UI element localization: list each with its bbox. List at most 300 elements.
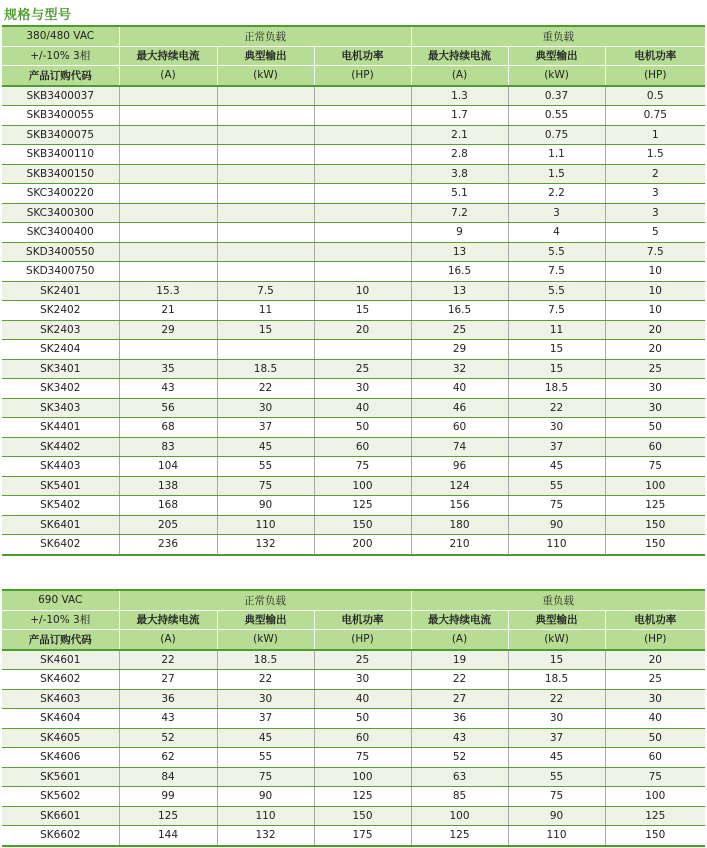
order-code-cell: SK4604 bbox=[2, 709, 119, 729]
normal-output-cell: 55 bbox=[217, 457, 314, 477]
table-row bbox=[2, 86, 705, 106]
heavy-current-cell: 2.1 bbox=[411, 125, 508, 145]
heavy-output-cell: 22 bbox=[508, 398, 605, 418]
heavy-current-cell: 9 bbox=[411, 223, 508, 243]
table-row bbox=[2, 748, 705, 768]
heavy-output-cell: 11 bbox=[508, 320, 605, 340]
table-row bbox=[2, 787, 705, 807]
heavy-current-cell: 1.3 bbox=[411, 86, 508, 106]
order-code-cell: SK6401 bbox=[2, 515, 119, 535]
normal-current-cell bbox=[119, 145, 217, 165]
order-code-cell: SK3401 bbox=[2, 359, 119, 379]
heavy-output-cell: 55 bbox=[508, 476, 605, 496]
normal-power-cell: 50 bbox=[314, 709, 411, 729]
normal-output-cell bbox=[217, 223, 314, 243]
normal-current-cell: 21 bbox=[119, 301, 217, 321]
order-code-cell: SK6602 bbox=[2, 826, 119, 846]
order-code-cell: SKB3400055 bbox=[2, 106, 119, 126]
normal-output-cell bbox=[217, 203, 314, 223]
order-code-header: 产品订购代码 bbox=[2, 66, 119, 86]
normal-current-cell: 236 bbox=[119, 535, 217, 555]
table-row bbox=[2, 301, 705, 321]
order-code-cell: SK3403 bbox=[2, 398, 119, 418]
heavy-power-cell: 10 bbox=[605, 301, 705, 321]
normal-output-header: 典型输出 bbox=[217, 610, 314, 630]
order-code-cell: SKC3400220 bbox=[2, 184, 119, 204]
table-row bbox=[2, 476, 705, 496]
normal-current-cell: 43 bbox=[119, 379, 217, 399]
heavy-current-cell: 5.1 bbox=[411, 184, 508, 204]
order-code-cell: SK4605 bbox=[2, 728, 119, 748]
order-code-cell: SK2401 bbox=[2, 281, 119, 301]
heavy-output-cell: 110 bbox=[508, 535, 605, 555]
table-row bbox=[2, 145, 705, 165]
normal-output-cell: 37 bbox=[217, 418, 314, 438]
normal-output-cell: 132 bbox=[217, 535, 314, 555]
heavy-current-cell: 100 bbox=[411, 806, 508, 826]
normal-power-cell: 25 bbox=[314, 650, 411, 670]
normal-current-cell: 56 bbox=[119, 398, 217, 418]
heavy-output-cell: 5.5 bbox=[508, 242, 605, 262]
normal-output-cell: 18.5 bbox=[217, 359, 314, 379]
order-code-cell: SKC3400400 bbox=[2, 223, 119, 243]
unit-current: (A) bbox=[411, 66, 508, 86]
normal-current-cell bbox=[119, 184, 217, 204]
unit-output: (kW) bbox=[508, 66, 605, 86]
normal-current-cell bbox=[119, 164, 217, 184]
normal-output-cell: 30 bbox=[217, 689, 314, 709]
unit-power: (HP) bbox=[314, 66, 411, 86]
heavy-power-cell: 30 bbox=[605, 379, 705, 399]
heavy-output-cell: 2.2 bbox=[508, 184, 605, 204]
order-code-cell: SK5602 bbox=[2, 787, 119, 807]
normal-current-cell: 104 bbox=[119, 457, 217, 477]
heavy-duty-header: 重负载 bbox=[411, 590, 705, 610]
heavy-power-header: 电机功率 bbox=[605, 610, 705, 630]
heavy-power-cell: 125 bbox=[605, 806, 705, 826]
heavy-current-cell: 125 bbox=[411, 826, 508, 846]
table-row bbox=[2, 281, 705, 301]
heavy-power-cell: 125 bbox=[605, 496, 705, 516]
spec-table-380-480vac bbox=[2, 25, 705, 556]
table-row bbox=[2, 223, 705, 243]
normal-current-cell bbox=[119, 262, 217, 282]
normal-power-cell: 30 bbox=[314, 670, 411, 690]
spec-table-690vac bbox=[2, 589, 705, 847]
heavy-power-cell: 7.5 bbox=[605, 242, 705, 262]
normal-power-cell: 10 bbox=[314, 281, 411, 301]
table-row bbox=[2, 125, 705, 145]
unit-output: (kW) bbox=[508, 630, 605, 650]
normal-current-cell bbox=[119, 86, 217, 106]
heavy-current-header: 最大持续电流 bbox=[411, 610, 508, 630]
heavy-output-cell: 90 bbox=[508, 515, 605, 535]
normal-current-cell bbox=[119, 242, 217, 262]
order-code-cell: SK2403 bbox=[2, 320, 119, 340]
heavy-power-cell: 75 bbox=[605, 457, 705, 477]
normal-power-cell: 125 bbox=[314, 496, 411, 516]
heavy-power-cell: 10 bbox=[605, 281, 705, 301]
heavy-power-cell: 60 bbox=[605, 748, 705, 768]
table-row bbox=[2, 650, 705, 670]
normal-power-cell bbox=[314, 262, 411, 282]
heavy-current-cell: 19 bbox=[411, 650, 508, 670]
heavy-power-cell: 150 bbox=[605, 535, 705, 555]
heavy-output-cell: 15 bbox=[508, 340, 605, 360]
normal-output-cell: 132 bbox=[217, 826, 314, 846]
heavy-current-cell: 22 bbox=[411, 670, 508, 690]
table-row bbox=[2, 689, 705, 709]
heavy-current-cell: 1.7 bbox=[411, 106, 508, 126]
order-code-cell: SK4603 bbox=[2, 689, 119, 709]
order-code-cell: SKB3400075 bbox=[2, 125, 119, 145]
table-row bbox=[2, 535, 705, 555]
table-row bbox=[2, 106, 705, 126]
normal-current-cell: 144 bbox=[119, 826, 217, 846]
order-code-cell: SK4602 bbox=[2, 670, 119, 690]
unit-power: (HP) bbox=[314, 630, 411, 650]
heavy-current-cell: 74 bbox=[411, 437, 508, 457]
normal-power-cell bbox=[314, 184, 411, 204]
heavy-output-cell: 75 bbox=[508, 496, 605, 516]
normal-power-cell bbox=[314, 340, 411, 360]
heavy-current-cell: 16.5 bbox=[411, 301, 508, 321]
table-row bbox=[2, 806, 705, 826]
heavy-current-cell: 13 bbox=[411, 242, 508, 262]
heavy-output-header: 典型输出 bbox=[508, 46, 605, 66]
unit-power: (HP) bbox=[605, 630, 705, 650]
normal-output-cell bbox=[217, 164, 314, 184]
order-code-cell: SKD3400550 bbox=[2, 242, 119, 262]
heavy-power-cell: 10 bbox=[605, 262, 705, 282]
heavy-current-cell: 40 bbox=[411, 379, 508, 399]
order-code-cell: SK5601 bbox=[2, 767, 119, 787]
heavy-output-cell: 22 bbox=[508, 689, 605, 709]
unit-output: (kW) bbox=[217, 66, 314, 86]
heavy-power-cell: 60 bbox=[605, 437, 705, 457]
heavy-current-cell: 60 bbox=[411, 418, 508, 438]
heavy-power-cell: 0.75 bbox=[605, 106, 705, 126]
table-row bbox=[2, 728, 705, 748]
table-row bbox=[2, 203, 705, 223]
table-row bbox=[2, 164, 705, 184]
heavy-current-cell: 27 bbox=[411, 689, 508, 709]
order-code-cell: SKC3400300 bbox=[2, 203, 119, 223]
heavy-power-cell: 150 bbox=[605, 826, 705, 846]
table-row bbox=[2, 242, 705, 262]
heavy-current-cell: 52 bbox=[411, 748, 508, 768]
heavy-output-cell: 18.5 bbox=[508, 379, 605, 399]
phase-label: +/-10% 3相 bbox=[2, 610, 119, 630]
heavy-output-cell: 4 bbox=[508, 223, 605, 243]
heavy-power-cell: 50 bbox=[605, 418, 705, 438]
heavy-output-cell: 18.5 bbox=[508, 670, 605, 690]
unit-current: (A) bbox=[411, 630, 508, 650]
normal-current-cell: 35 bbox=[119, 359, 217, 379]
table-body bbox=[2, 86, 705, 555]
normal-power-header: 电机功率 bbox=[314, 46, 411, 66]
normal-power-cell: 125 bbox=[314, 787, 411, 807]
normal-power-header: 电机功率 bbox=[314, 610, 411, 630]
heavy-output-cell: 75 bbox=[508, 787, 605, 807]
normal-power-cell: 25 bbox=[314, 359, 411, 379]
phase-label: +/-10% 3相 bbox=[2, 46, 119, 66]
normal-output-cell bbox=[217, 262, 314, 282]
heavy-current-cell: 46 bbox=[411, 398, 508, 418]
normal-output-cell: 75 bbox=[217, 767, 314, 787]
normal-output-cell bbox=[217, 184, 314, 204]
table-row bbox=[2, 670, 705, 690]
normal-output-cell: 110 bbox=[217, 515, 314, 535]
normal-current-cell: 83 bbox=[119, 437, 217, 457]
heavy-power-cell: 20 bbox=[605, 320, 705, 340]
normal-output-cell: 11 bbox=[217, 301, 314, 321]
heavy-power-cell: 100 bbox=[605, 476, 705, 496]
heavy-current-cell: 2.8 bbox=[411, 145, 508, 165]
normal-current-cell: 52 bbox=[119, 728, 217, 748]
table-row bbox=[2, 379, 705, 399]
heavy-output-cell: 55 bbox=[508, 767, 605, 787]
normal-current-cell: 29 bbox=[119, 320, 217, 340]
table-row bbox=[2, 826, 705, 846]
order-code-cell: SK5402 bbox=[2, 496, 119, 516]
heavy-power-cell: 100 bbox=[605, 787, 705, 807]
normal-current-cell: 68 bbox=[119, 418, 217, 438]
table-row bbox=[2, 457, 705, 477]
normal-output-cell: 7.5 bbox=[217, 281, 314, 301]
order-code-cell: SK4401 bbox=[2, 418, 119, 438]
table-row bbox=[2, 418, 705, 438]
normal-output-cell: 75 bbox=[217, 476, 314, 496]
heavy-output-cell: 0.75 bbox=[508, 125, 605, 145]
heavy-current-cell: 25 bbox=[411, 320, 508, 340]
normal-current-cell: 99 bbox=[119, 787, 217, 807]
table-row bbox=[2, 320, 705, 340]
heavy-output-cell: 37 bbox=[508, 437, 605, 457]
normal-current-cell: 22 bbox=[119, 650, 217, 670]
heavy-current-cell: 43 bbox=[411, 728, 508, 748]
heavy-current-cell: 96 bbox=[411, 457, 508, 477]
unit-current: (A) bbox=[119, 630, 217, 650]
normal-output-cell bbox=[217, 340, 314, 360]
normal-output-cell: 45 bbox=[217, 728, 314, 748]
normal-output-cell: 30 bbox=[217, 398, 314, 418]
normal-current-cell: 27 bbox=[119, 670, 217, 690]
heavy-output-cell: 7.5 bbox=[508, 262, 605, 282]
order-code-cell: SK3402 bbox=[2, 379, 119, 399]
normal-power-cell: 200 bbox=[314, 535, 411, 555]
heavy-power-cell: 3 bbox=[605, 184, 705, 204]
normal-current-cell bbox=[119, 125, 217, 145]
normal-power-cell bbox=[314, 125, 411, 145]
normal-current-cell bbox=[119, 223, 217, 243]
heavy-current-cell: 29 bbox=[411, 340, 508, 360]
order-code-cell: SK4606 bbox=[2, 748, 119, 768]
heavy-power-cell: 25 bbox=[605, 670, 705, 690]
heavy-current-cell: 32 bbox=[411, 359, 508, 379]
normal-power-cell bbox=[314, 106, 411, 126]
heavy-current-cell: 156 bbox=[411, 496, 508, 516]
heavy-output-cell: 0.55 bbox=[508, 106, 605, 126]
normal-power-cell: 100 bbox=[314, 476, 411, 496]
normal-power-cell: 100 bbox=[314, 767, 411, 787]
heavy-output-cell: 30 bbox=[508, 709, 605, 729]
normal-power-cell: 40 bbox=[314, 398, 411, 418]
heavy-output-cell: 45 bbox=[508, 748, 605, 768]
heavy-output-cell: 90 bbox=[508, 806, 605, 826]
heavy-current-cell: 16.5 bbox=[411, 262, 508, 282]
heavy-current-cell: 124 bbox=[411, 476, 508, 496]
heavy-current-header: 最大持续电流 bbox=[411, 46, 508, 66]
normal-power-cell: 150 bbox=[314, 515, 411, 535]
table-row bbox=[2, 340, 705, 360]
heavy-power-cell: 0.5 bbox=[605, 86, 705, 106]
heavy-current-cell: 7.2 bbox=[411, 203, 508, 223]
normal-output-cell: 110 bbox=[217, 806, 314, 826]
normal-power-cell: 75 bbox=[314, 457, 411, 477]
normal-power-cell bbox=[314, 86, 411, 106]
heavy-power-cell: 1 bbox=[605, 125, 705, 145]
table-row bbox=[2, 437, 705, 457]
heavy-current-cell: 180 bbox=[411, 515, 508, 535]
normal-current-cell: 84 bbox=[119, 767, 217, 787]
unit-power: (HP) bbox=[605, 66, 705, 86]
normal-output-cell bbox=[217, 145, 314, 165]
heavy-power-header: 电机功率 bbox=[605, 46, 705, 66]
heavy-output-cell: 45 bbox=[508, 457, 605, 477]
table-row bbox=[2, 184, 705, 204]
normal-power-cell bbox=[314, 164, 411, 184]
normal-output-cell: 22 bbox=[217, 670, 314, 690]
order-code-cell: SKD3400750 bbox=[2, 262, 119, 282]
normal-power-cell: 60 bbox=[314, 437, 411, 457]
table-body bbox=[2, 650, 705, 846]
normal-current-cell: 205 bbox=[119, 515, 217, 535]
normal-power-cell: 30 bbox=[314, 379, 411, 399]
order-code-cell: SKB3400037 bbox=[2, 86, 119, 106]
heavy-output-header: 典型输出 bbox=[508, 610, 605, 630]
order-code-cell: SK4402 bbox=[2, 437, 119, 457]
normal-power-cell: 75 bbox=[314, 748, 411, 768]
heavy-power-cell: 1.5 bbox=[605, 145, 705, 165]
heavy-power-cell: 30 bbox=[605, 398, 705, 418]
normal-output-cell: 18.5 bbox=[217, 650, 314, 670]
normal-current-cell: 125 bbox=[119, 806, 217, 826]
table-row bbox=[2, 359, 705, 379]
heavy-current-cell: 210 bbox=[411, 535, 508, 555]
unit-output: (kW) bbox=[217, 630, 314, 650]
heavy-output-cell: 37 bbox=[508, 728, 605, 748]
normal-power-cell: 15 bbox=[314, 301, 411, 321]
normal-current-cell: 168 bbox=[119, 496, 217, 516]
normal-power-cell: 175 bbox=[314, 826, 411, 846]
table-row bbox=[2, 767, 705, 787]
normal-current-cell bbox=[119, 106, 217, 126]
normal-current-cell: 36 bbox=[119, 689, 217, 709]
order-code-cell: SK4601 bbox=[2, 650, 119, 670]
normal-power-cell bbox=[314, 223, 411, 243]
table-row bbox=[2, 398, 705, 418]
order-code-cell: SK5401 bbox=[2, 476, 119, 496]
normal-duty-header: 正常负载 bbox=[119, 26, 411, 46]
heavy-power-cell: 40 bbox=[605, 709, 705, 729]
heavy-power-cell: 25 bbox=[605, 359, 705, 379]
normal-output-cell: 55 bbox=[217, 748, 314, 768]
heavy-power-cell: 5 bbox=[605, 223, 705, 243]
heavy-output-cell: 110 bbox=[508, 826, 605, 846]
heavy-output-cell: 0.37 bbox=[508, 86, 605, 106]
order-code-cell: SK2404 bbox=[2, 340, 119, 360]
normal-power-cell: 150 bbox=[314, 806, 411, 826]
heavy-power-cell: 150 bbox=[605, 515, 705, 535]
heavy-power-cell: 75 bbox=[605, 767, 705, 787]
heavy-output-cell: 5.5 bbox=[508, 281, 605, 301]
normal-output-cell bbox=[217, 125, 314, 145]
order-code-cell: SKB3400110 bbox=[2, 145, 119, 165]
normal-output-cell: 37 bbox=[217, 709, 314, 729]
order-code-header: 产品订购代码 bbox=[2, 630, 119, 650]
normal-output-cell bbox=[217, 242, 314, 262]
order-code-cell: SK6601 bbox=[2, 806, 119, 826]
heavy-current-cell: 63 bbox=[411, 767, 508, 787]
table-row bbox=[2, 496, 705, 516]
heavy-power-cell: 50 bbox=[605, 728, 705, 748]
normal-power-cell: 60 bbox=[314, 728, 411, 748]
order-code-cell: SK4403 bbox=[2, 457, 119, 477]
table-row bbox=[2, 262, 705, 282]
order-code-cell: SKB3400150 bbox=[2, 164, 119, 184]
normal-output-cell: 90 bbox=[217, 496, 314, 516]
heavy-power-cell: 20 bbox=[605, 340, 705, 360]
voltage-label: 380/480 VAC bbox=[2, 26, 119, 46]
normal-output-cell: 45 bbox=[217, 437, 314, 457]
normal-power-cell bbox=[314, 203, 411, 223]
order-code-cell: SK2402 bbox=[2, 301, 119, 321]
normal-output-cell: 22 bbox=[217, 379, 314, 399]
normal-power-cell bbox=[314, 242, 411, 262]
heavy-output-cell: 15 bbox=[508, 650, 605, 670]
heavy-output-cell: 1.5 bbox=[508, 164, 605, 184]
normal-output-cell: 15 bbox=[217, 320, 314, 340]
heavy-current-cell: 36 bbox=[411, 709, 508, 729]
heavy-power-cell: 3 bbox=[605, 203, 705, 223]
normal-current-cell: 15.3 bbox=[119, 281, 217, 301]
normal-current-header: 最大持续电流 bbox=[119, 46, 217, 66]
normal-current-cell bbox=[119, 203, 217, 223]
table-row bbox=[2, 709, 705, 729]
heavy-power-cell: 30 bbox=[605, 689, 705, 709]
heavy-current-cell: 85 bbox=[411, 787, 508, 807]
unit-current: (A) bbox=[119, 66, 217, 86]
heavy-current-cell: 13 bbox=[411, 281, 508, 301]
normal-power-cell bbox=[314, 145, 411, 165]
heavy-output-cell: 30 bbox=[508, 418, 605, 438]
heavy-output-cell: 1.1 bbox=[508, 145, 605, 165]
heavy-output-cell: 7.5 bbox=[508, 301, 605, 321]
normal-power-cell: 20 bbox=[314, 320, 411, 340]
normal-current-header: 最大持续电流 bbox=[119, 610, 217, 630]
normal-current-cell: 43 bbox=[119, 709, 217, 729]
normal-current-cell: 138 bbox=[119, 476, 217, 496]
voltage-label: 690 VAC bbox=[2, 590, 119, 610]
order-code-cell: SK6402 bbox=[2, 535, 119, 555]
normal-output-header: 典型输出 bbox=[217, 46, 314, 66]
heavy-current-cell: 3.8 bbox=[411, 164, 508, 184]
normal-output-cell: 90 bbox=[217, 787, 314, 807]
normal-power-cell: 50 bbox=[314, 418, 411, 438]
normal-output-cell bbox=[217, 86, 314, 106]
table-row bbox=[2, 515, 705, 535]
